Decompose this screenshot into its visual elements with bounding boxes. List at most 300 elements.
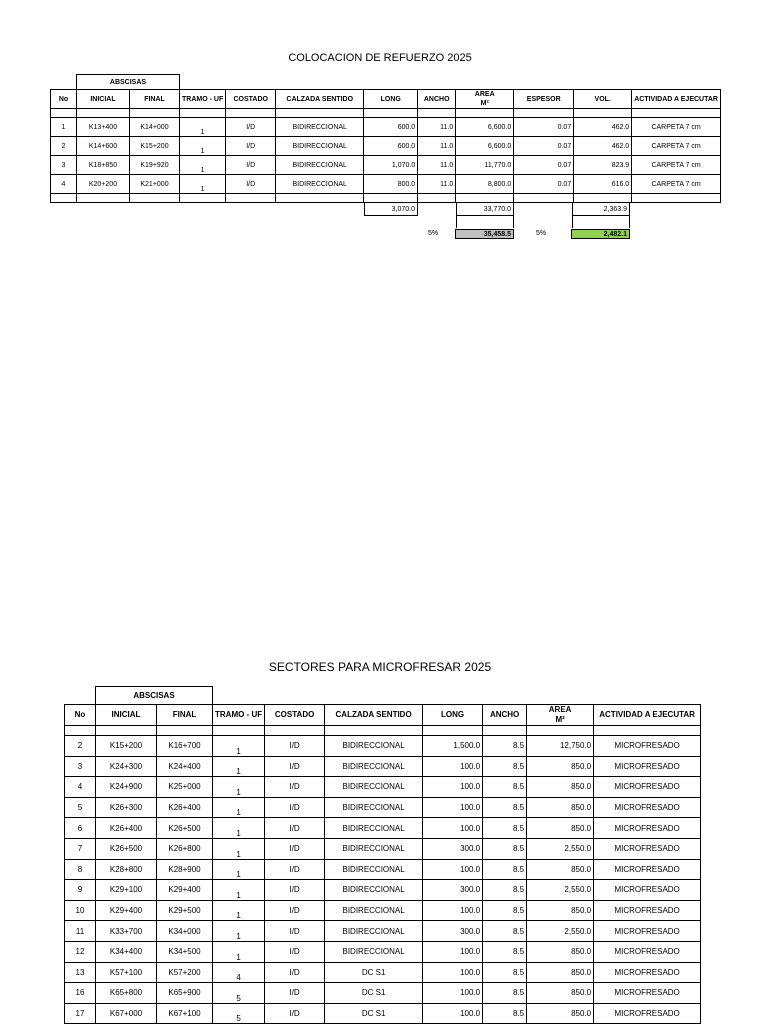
- column-header: INICIAL: [96, 705, 157, 726]
- column-header: ESPESOR: [514, 90, 574, 109]
- blank-cell: [213, 687, 265, 705]
- table-cell: 11: [65, 921, 96, 942]
- table-cell: 4: [213, 962, 265, 983]
- table-cell: 100.0: [423, 1003, 483, 1024]
- column-header: VOL.: [574, 90, 632, 109]
- table-cell: MICROFRESADO: [594, 838, 701, 859]
- table-cell: MICROFRESADO: [594, 1003, 701, 1024]
- table-cell: 4: [51, 175, 77, 194]
- blank-cell: [514, 109, 574, 118]
- table-cell: 100.0: [423, 797, 483, 818]
- table-row: [65, 983, 701, 1004]
- table-cell: 100.0: [423, 900, 483, 921]
- table-cell: 462.0: [574, 118, 632, 137]
- table-cell: 8.5: [483, 777, 527, 798]
- table-cell: K29+400: [96, 900, 157, 921]
- blank-cell: [574, 109, 632, 118]
- table-cell: 1: [213, 859, 265, 880]
- table-cell: I/D: [265, 777, 325, 798]
- table-cell: 100.0: [423, 818, 483, 839]
- table-cell: 0.07: [514, 118, 574, 137]
- table-cell: I/D: [265, 962, 325, 983]
- table-row: [51, 137, 721, 156]
- table-cell: 300.0: [423, 880, 483, 901]
- table-cell: MICROFRESADO: [594, 736, 701, 757]
- table-cell: 1: [180, 175, 226, 194]
- blank-cell: [226, 75, 276, 90]
- table-cell: 11.0: [418, 137, 456, 156]
- table-cell: K24+400: [157, 756, 213, 777]
- table-cell: K25+000: [157, 777, 213, 798]
- abscisas-header-row: [51, 75, 721, 90]
- blank-cell: [594, 687, 701, 705]
- column-header: TRAMO - UF: [213, 705, 265, 726]
- table-cell: 100.0: [423, 859, 483, 880]
- table-cell: K14+600: [77, 137, 130, 156]
- blank-cell: [276, 194, 364, 203]
- table-cell: 1,070.0: [364, 156, 418, 175]
- table-cell: 8.5: [483, 756, 527, 777]
- table-cell: K18+850: [77, 156, 130, 175]
- table-cell: BIDIRECCIONAL: [276, 118, 364, 137]
- table-row: [65, 797, 701, 818]
- table-cell: K26+300: [96, 797, 157, 818]
- spacer-row: [51, 109, 721, 118]
- table-cell: 1: [213, 838, 265, 859]
- table-cell: MICROFRESADO: [594, 921, 701, 942]
- blank-cell: [456, 109, 514, 118]
- table-cell: MICROFRESADO: [594, 797, 701, 818]
- table-cell: 300.0: [423, 838, 483, 859]
- table-cell: K16+700: [157, 736, 213, 757]
- table-cell: 0.07: [514, 156, 574, 175]
- table-cell: 850.0: [527, 797, 594, 818]
- table-cell: 10: [65, 900, 96, 921]
- blank-cell: [325, 726, 423, 736]
- table-cell: BIDIRECCIONAL: [325, 941, 423, 962]
- table-cell: 1: [213, 921, 265, 942]
- table-cell: 8.5: [483, 859, 527, 880]
- table-cell: 600.0: [364, 137, 418, 156]
- table-cell: MICROFRESADO: [594, 962, 701, 983]
- blank-cell: [265, 726, 325, 736]
- table-cell: K24+900: [96, 777, 157, 798]
- table-cell: 9: [65, 880, 96, 901]
- column-header-row: [65, 705, 701, 726]
- column-header: COSTADO: [265, 705, 325, 726]
- table-cell: 2: [65, 736, 96, 757]
- table-cell: K33+700: [96, 921, 157, 942]
- blank-cell: [364, 109, 418, 118]
- total-vol: 2,363.9: [572, 203, 630, 216]
- table-cell: 12: [65, 941, 96, 962]
- blank-cell: [51, 109, 77, 118]
- blank-cell: [51, 194, 77, 203]
- table-row: [65, 859, 701, 880]
- abscisas-header-row: [65, 687, 701, 705]
- table-cell: I/D: [265, 880, 325, 901]
- blank-cell: [226, 109, 276, 118]
- table-cell: K14+000: [130, 118, 180, 137]
- table-cell: 8.5: [483, 962, 527, 983]
- blank-cell: [632, 194, 721, 203]
- area-spacer: [456, 216, 514, 228]
- table-cell: I/D: [265, 921, 325, 942]
- table-cell: I/D: [226, 156, 276, 175]
- table-row: [65, 838, 701, 859]
- blank-cell: [418, 194, 456, 203]
- table-cell: I/D: [265, 983, 325, 1004]
- abscisas-header: ABSCISAS: [77, 75, 180, 90]
- table-cell: K28+900: [157, 859, 213, 880]
- table-cell: 5: [213, 1003, 265, 1024]
- table-row: [51, 118, 721, 137]
- table-cell: 8.5: [483, 880, 527, 901]
- table-cell: 850.0: [527, 1003, 594, 1024]
- spacer-row: [65, 726, 701, 736]
- table-cell: 850.0: [527, 962, 594, 983]
- table-cell: BIDIRECCIONAL: [325, 797, 423, 818]
- table-cell: K29+500: [157, 900, 213, 921]
- table-cell: DC S1: [325, 983, 423, 1004]
- table-cell: 600.0: [364, 118, 418, 137]
- table-cell: K21+000: [130, 175, 180, 194]
- table-cell: 850.0: [527, 900, 594, 921]
- table-row: [65, 756, 701, 777]
- blank-cell: [96, 726, 157, 736]
- table-cell: 1: [180, 156, 226, 175]
- blank-cell: [594, 726, 701, 736]
- blank-cell: [265, 687, 325, 705]
- table-cell: 4: [65, 777, 96, 798]
- column-header: FINAL: [157, 705, 213, 726]
- table-cell: CARPETA 7 cm: [632, 118, 721, 137]
- blank-cell: [423, 726, 483, 736]
- table-cell: 100.0: [423, 983, 483, 1004]
- blank-cell: [65, 687, 96, 705]
- table-cell: BIDIRECCIONAL: [276, 137, 364, 156]
- table-cell: 7: [65, 838, 96, 859]
- table-cell: 850.0: [527, 941, 594, 962]
- blank-cell: [483, 726, 527, 736]
- column-header-area: AREA M²: [456, 90, 514, 109]
- blank-cell: [527, 726, 594, 736]
- table-cell: I/D: [265, 818, 325, 839]
- table-cell: 800.0: [364, 175, 418, 194]
- table-cell: 8.5: [483, 900, 527, 921]
- table-cell: MICROFRESADO: [594, 983, 701, 1004]
- table-cell: I/D: [265, 756, 325, 777]
- table-cell: K15+200: [130, 137, 180, 156]
- table-cell: 6: [65, 818, 96, 839]
- table-cell: MICROFRESADO: [594, 900, 701, 921]
- total-long: 3,070.0: [364, 203, 418, 216]
- blank-cell: [632, 109, 721, 118]
- table-row: [65, 777, 701, 798]
- table-cell: K28+800: [96, 859, 157, 880]
- table-cell: 616.0: [574, 175, 632, 194]
- table-cell: K34+400: [96, 941, 157, 962]
- table-row: [65, 962, 701, 983]
- table-cell: 100.0: [423, 756, 483, 777]
- table-cell: CARPETA 7 cm: [632, 137, 721, 156]
- table-row: [65, 900, 701, 921]
- table-row: [65, 941, 701, 962]
- vol-plus-pct: 2,482.1: [571, 229, 630, 239]
- table-cell: 2,550.0: [527, 880, 594, 901]
- table-cell: MICROFRESADO: [594, 756, 701, 777]
- vol-pct: 5%: [536, 230, 547, 237]
- table-cell: 8.5: [483, 941, 527, 962]
- table-cell: 2,550.0: [527, 838, 594, 859]
- table-cell: 5: [213, 983, 265, 1004]
- table-cell: 0.07: [514, 137, 574, 156]
- table-cell: BIDIRECCIONAL: [325, 921, 423, 942]
- blank-cell: [180, 109, 226, 118]
- column-header: COSTADO: [226, 90, 276, 109]
- table-cell: 12,750.0: [527, 736, 594, 757]
- blank-cell: [574, 194, 632, 203]
- table-cell: 462.0: [574, 137, 632, 156]
- table-cell: 1: [180, 118, 226, 137]
- total-area: 33,770.0: [456, 203, 514, 216]
- microfresar-title: SECTORES PARA MICROFRESAR 2025: [268, 660, 492, 674]
- table-cell: K13+400: [77, 118, 130, 137]
- column-header: TRAMO - UF: [180, 90, 226, 109]
- table-cell: 8.5: [483, 921, 527, 942]
- table-cell: BIDIRECCIONAL: [325, 838, 423, 859]
- table-cell: I/D: [226, 175, 276, 194]
- blank-cell: [276, 109, 364, 118]
- table-cell: CARPETA 7 cm: [632, 156, 721, 175]
- table-cell: K26+500: [96, 838, 157, 859]
- table-cell: 8.5: [483, 838, 527, 859]
- blank-cell: [527, 687, 594, 705]
- blank-cell: [514, 194, 574, 203]
- blank-cell: [456, 75, 514, 90]
- spacer-row: [51, 194, 721, 203]
- blank-cell: [456, 194, 514, 203]
- table-cell: DC S1: [325, 1003, 423, 1024]
- table-cell: I/D: [265, 736, 325, 757]
- blank-cell: [77, 109, 130, 118]
- blank-cell: [130, 109, 180, 118]
- table-cell: 1: [213, 818, 265, 839]
- table-cell: 5: [65, 797, 96, 818]
- table-cell: 0.07: [514, 175, 574, 194]
- table-row: [65, 921, 701, 942]
- table-cell: CARPETA 7 cm: [632, 175, 721, 194]
- column-header: ANCHO: [418, 90, 456, 109]
- table-cell: 6,600.0: [456, 118, 514, 137]
- area-pct: 5%: [428, 230, 439, 237]
- column-header: INICIAL: [77, 90, 130, 109]
- table-cell: 1: [51, 118, 77, 137]
- table-cell: BIDIRECCIONAL: [325, 900, 423, 921]
- blank-cell: [180, 75, 226, 90]
- table-row: [65, 880, 701, 901]
- table-cell: 16: [65, 983, 96, 1004]
- abscisas-header: ABSCISAS: [96, 687, 213, 705]
- blank-cell: [514, 75, 574, 90]
- table-cell: I/D: [265, 941, 325, 962]
- table-cell: 850.0: [527, 777, 594, 798]
- table-cell: 17: [65, 1003, 96, 1024]
- table-cell: K19+920: [130, 156, 180, 175]
- table-cell: BIDIRECCIONAL: [325, 756, 423, 777]
- column-header: No: [51, 90, 77, 109]
- column-header: ACTIVIDAD A EJECUTAR: [594, 705, 701, 726]
- table-cell: 8.5: [483, 736, 527, 757]
- blank-cell: [364, 75, 418, 90]
- blank-cell: [51, 75, 77, 90]
- table-row: [51, 156, 721, 175]
- table-cell: 1: [213, 900, 265, 921]
- table-cell: 11.0: [418, 156, 456, 175]
- table-cell: K34+500: [157, 941, 213, 962]
- refuerzo-title: COLOCACION DE REFUERZO 2025: [288, 52, 472, 64]
- table-cell: 13: [65, 962, 96, 983]
- table-cell: K57+100: [96, 962, 157, 983]
- blank-cell: [157, 726, 213, 736]
- table-cell: 11.0: [418, 175, 456, 194]
- column-header: No: [65, 705, 96, 726]
- table-cell: 6,600.0: [456, 137, 514, 156]
- blank-cell: [130, 194, 180, 203]
- table-cell: MICROFRESADO: [594, 777, 701, 798]
- column-header: ANCHO: [483, 705, 527, 726]
- table-cell: K29+100: [96, 880, 157, 901]
- area-plus-pct: 35,458.5: [455, 229, 514, 239]
- column-header: FINAL: [130, 90, 180, 109]
- table-cell: BIDIRECCIONAL: [325, 880, 423, 901]
- table-cell: K57+200: [157, 962, 213, 983]
- table-cell: I/D: [265, 1003, 325, 1024]
- table-cell: K24+300: [96, 756, 157, 777]
- blank-cell: [632, 75, 721, 90]
- table-cell: 3: [65, 756, 96, 777]
- table-cell: 850.0: [527, 859, 594, 880]
- table-cell: K67+100: [157, 1003, 213, 1024]
- table-cell: K26+400: [157, 797, 213, 818]
- table-cell: 8.5: [483, 818, 527, 839]
- table-cell: 11,770.0: [456, 156, 514, 175]
- table-cell: 850.0: [527, 756, 594, 777]
- table-cell: BIDIRECCIONAL: [325, 736, 423, 757]
- table-cell: I/D: [265, 900, 325, 921]
- column-header-row: [51, 90, 721, 109]
- blank-cell: [276, 75, 364, 90]
- table-cell: K34+000: [157, 921, 213, 942]
- blank-cell: [226, 194, 276, 203]
- table-cell: BIDIRECCIONAL: [276, 156, 364, 175]
- blank-cell: [483, 687, 527, 705]
- table-cell: DC S1: [325, 962, 423, 983]
- table-cell: 8.5: [483, 1003, 527, 1024]
- table-cell: 2: [51, 137, 77, 156]
- table-cell: 1: [213, 880, 265, 901]
- table-cell: 1: [180, 137, 226, 156]
- table-cell: 850.0: [527, 983, 594, 1004]
- blank-cell: [213, 726, 265, 736]
- table-cell: 1: [213, 756, 265, 777]
- column-header: LONG: [423, 705, 483, 726]
- blank-cell: [574, 75, 632, 90]
- table-cell: BIDIRECCIONAL: [325, 859, 423, 880]
- column-header: LONG: [364, 90, 418, 109]
- blank-cell: [423, 687, 483, 705]
- blank-cell: [418, 75, 456, 90]
- table-row: [65, 818, 701, 839]
- table-row: [65, 1003, 701, 1024]
- blank-cell: [364, 194, 418, 203]
- table-cell: 1: [213, 797, 265, 818]
- blank-cell: [325, 687, 423, 705]
- table-cell: BIDIRECCIONAL: [325, 818, 423, 839]
- table-cell: BIDIRECCIONAL: [325, 777, 423, 798]
- table-cell: MICROFRESADO: [594, 818, 701, 839]
- table-cell: MICROFRESADO: [594, 941, 701, 962]
- blank-cell: [418, 109, 456, 118]
- table-cell: I/D: [226, 118, 276, 137]
- refuerzo-table: [50, 74, 721, 203]
- table-row: [65, 736, 701, 757]
- table-cell: 1: [213, 777, 265, 798]
- microfresar-table: [64, 686, 701, 1024]
- table-cell: 11.0: [418, 118, 456, 137]
- table-cell: 1: [213, 941, 265, 962]
- table-cell: K15+200: [96, 736, 157, 757]
- table-cell: 8.5: [483, 983, 527, 1004]
- blank-cell: [77, 194, 130, 203]
- blank-cell: [65, 726, 96, 736]
- table-cell: 1: [213, 736, 265, 757]
- table-cell: K20+200: [77, 175, 130, 194]
- table-cell: K29+400: [157, 880, 213, 901]
- table-cell: I/D: [265, 838, 325, 859]
- table-cell: K65+800: [96, 983, 157, 1004]
- table-cell: 8.5: [483, 797, 527, 818]
- column-header: ACTIVIDAD A EJECUTAR: [632, 90, 721, 109]
- column-header: CALZADA SENTIDO: [325, 705, 423, 726]
- table-cell: 8,800.0: [456, 175, 514, 194]
- table-row: [51, 175, 721, 194]
- table-cell: BIDIRECCIONAL: [276, 175, 364, 194]
- table-cell: K26+800: [157, 838, 213, 859]
- blank-cell: [180, 194, 226, 203]
- table-cell: K26+400: [96, 818, 157, 839]
- table-cell: K67+000: [96, 1003, 157, 1024]
- table-cell: 823.9: [574, 156, 632, 175]
- table-cell: 850.0: [527, 818, 594, 839]
- table-cell: 3: [51, 156, 77, 175]
- table-cell: I/D: [265, 859, 325, 880]
- table-cell: MICROFRESADO: [594, 859, 701, 880]
- column-header: CALZADA SENTIDO: [276, 90, 364, 109]
- table-cell: I/D: [265, 797, 325, 818]
- table-cell: K65+900: [157, 983, 213, 1004]
- table-cell: 100.0: [423, 941, 483, 962]
- table-cell: 100.0: [423, 962, 483, 983]
- column-header-area: AREA M²: [527, 705, 594, 726]
- table-cell: I/D: [226, 137, 276, 156]
- vol-spacer: [572, 216, 630, 228]
- table-cell: 8: [65, 859, 96, 880]
- table-cell: 2,550.0: [527, 921, 594, 942]
- table-cell: K26+500: [157, 818, 213, 839]
- table-cell: 100.0: [423, 777, 483, 798]
- table-cell: MICROFRESADO: [594, 880, 701, 901]
